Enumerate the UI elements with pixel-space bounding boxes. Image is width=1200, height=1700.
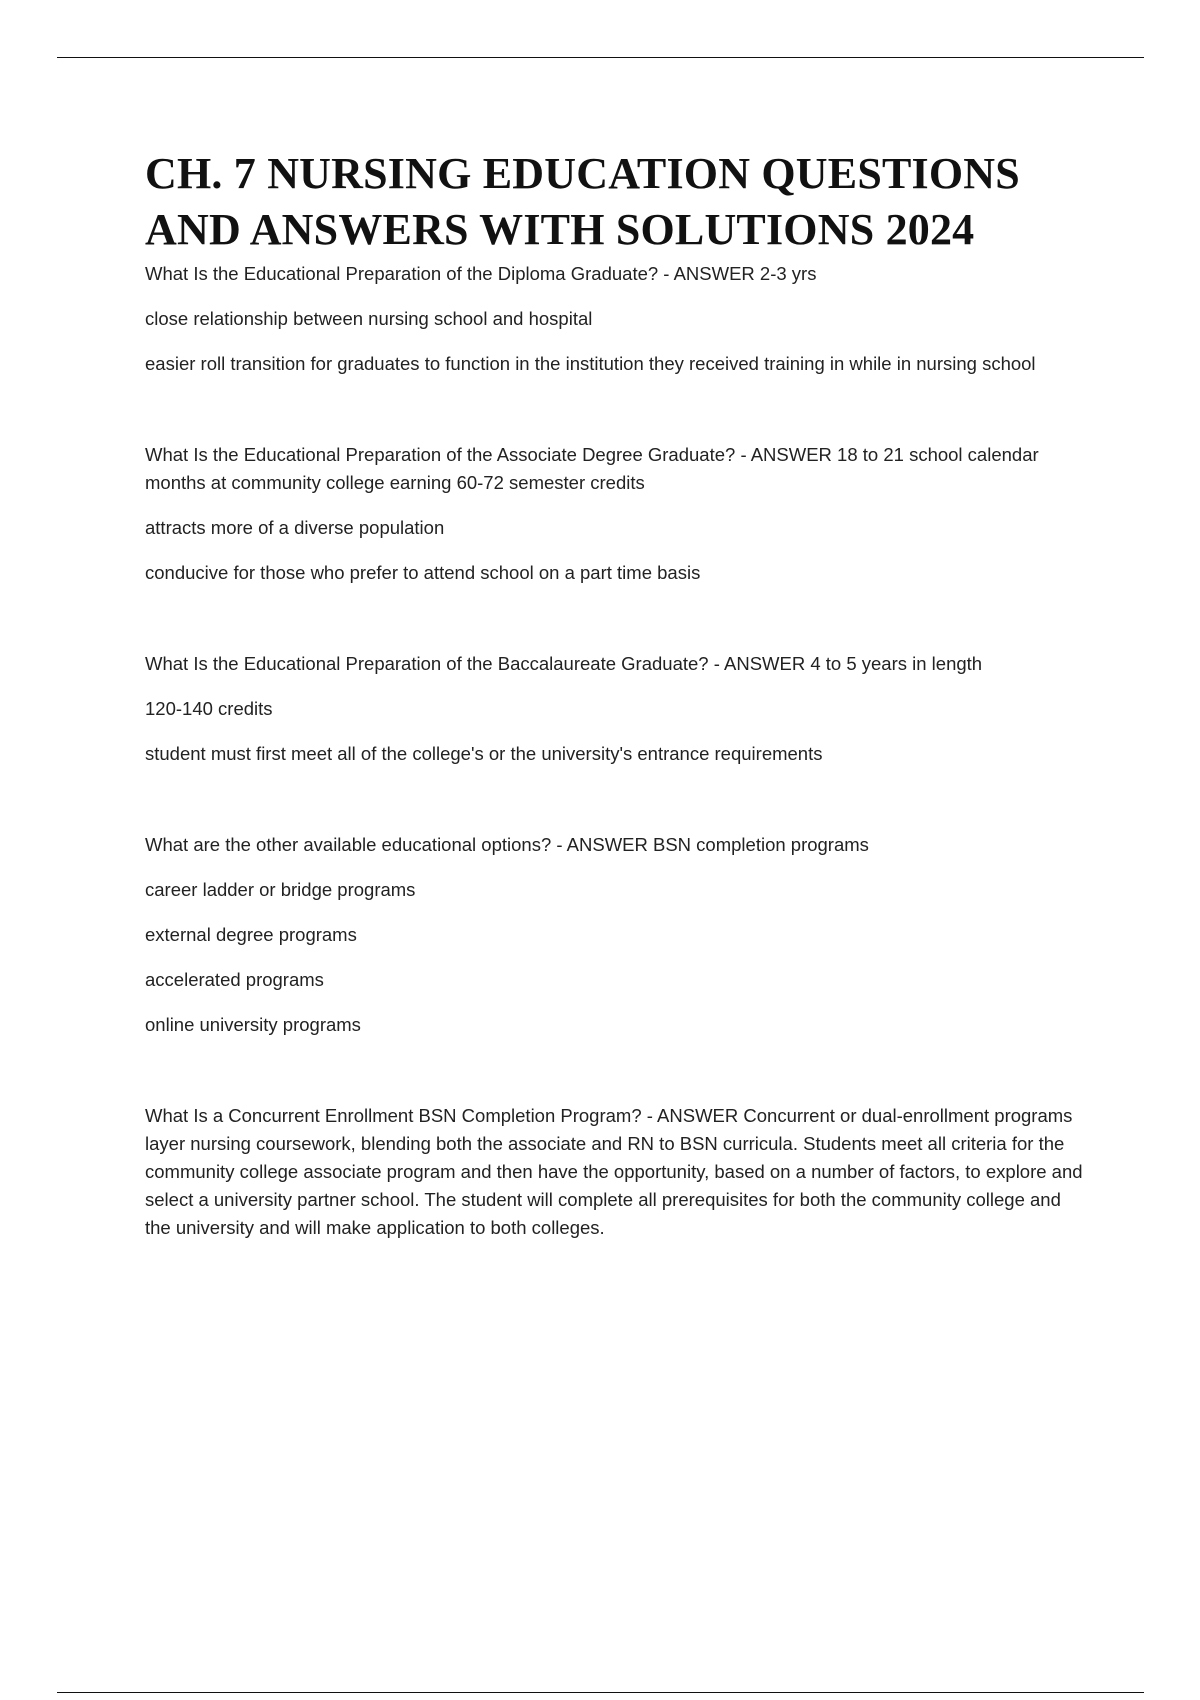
document-title: CH. 7 NURSING EDUCATION QUESTIONS AND ANSWERS WITH SOLUTIONS 2024 xyxy=(145,149,1020,254)
bottom-divider xyxy=(57,1692,1144,1693)
answer-detail-line: conducive for those who prefer to attend school on a part time basis xyxy=(145,562,701,583)
question-answer-line: What Is the Educational Preparation of the Diploma Graduate? - ANSWER 2-3 yrs xyxy=(145,263,817,284)
qa-section-diploma xyxy=(145,260,1085,378)
document-body xyxy=(145,146,1085,1259)
question-answer-line: What are the other available educational options? - ANSWER BSN completion programs xyxy=(145,834,869,855)
qa-section-concurrent-enrollment xyxy=(145,1102,1085,1242)
answer-detail-line: student must first meet all of the college's or the university's entrance requirements xyxy=(145,743,823,764)
qa-section-baccalaureate xyxy=(145,650,1085,768)
question-answer-line: What Is a Concurrent Enrollment BSN Completion Program? - ANSWER Concurrent or dual-enrollment programs layer nursing coursework, blending both the associate and RN to BSN curricula. Students meet all criteria for the community college associate program and then have the opportunity, based on a number of factors, to explore and select a university partner school. The student will complete all prerequisites for both the community college and the university and will make application to both colleges. xyxy=(145,1105,1083,1238)
question-answer-line: What Is the Educational Preparation of the Baccalaureate Graduate? - ANSWER 4 to 5 years in length xyxy=(145,653,983,674)
section-gap xyxy=(145,395,1085,441)
section-gap xyxy=(145,604,1085,650)
answer-detail-line: easier roll transition for graduates to function in the institution they received training in while in nursing school xyxy=(145,353,1036,374)
section-gap xyxy=(145,1056,1085,1102)
question-answer-line: What Is the Educational Preparation of the Associate Degree Graduate? - ANSWER 18 to 21 school calendar months at community college earning 60-72 semester credits xyxy=(145,444,1039,493)
answer-detail-line: career ladder or bridge programs xyxy=(145,879,416,900)
answer-detail-line: close relationship between nursing school and hospital xyxy=(145,308,593,329)
answer-detail-line: online university programs xyxy=(145,1014,361,1035)
qa-section-other-options xyxy=(145,831,1085,1039)
section-gap xyxy=(145,785,1085,831)
answer-detail-line: external degree programs xyxy=(145,924,357,945)
answer-detail-line: accelerated programs xyxy=(145,969,324,990)
top-divider xyxy=(57,57,1144,58)
qa-section-associate xyxy=(145,441,1085,587)
answer-detail-line: attracts more of a diverse population xyxy=(145,517,445,538)
answer-detail-line: 120-140 credits xyxy=(145,698,273,719)
